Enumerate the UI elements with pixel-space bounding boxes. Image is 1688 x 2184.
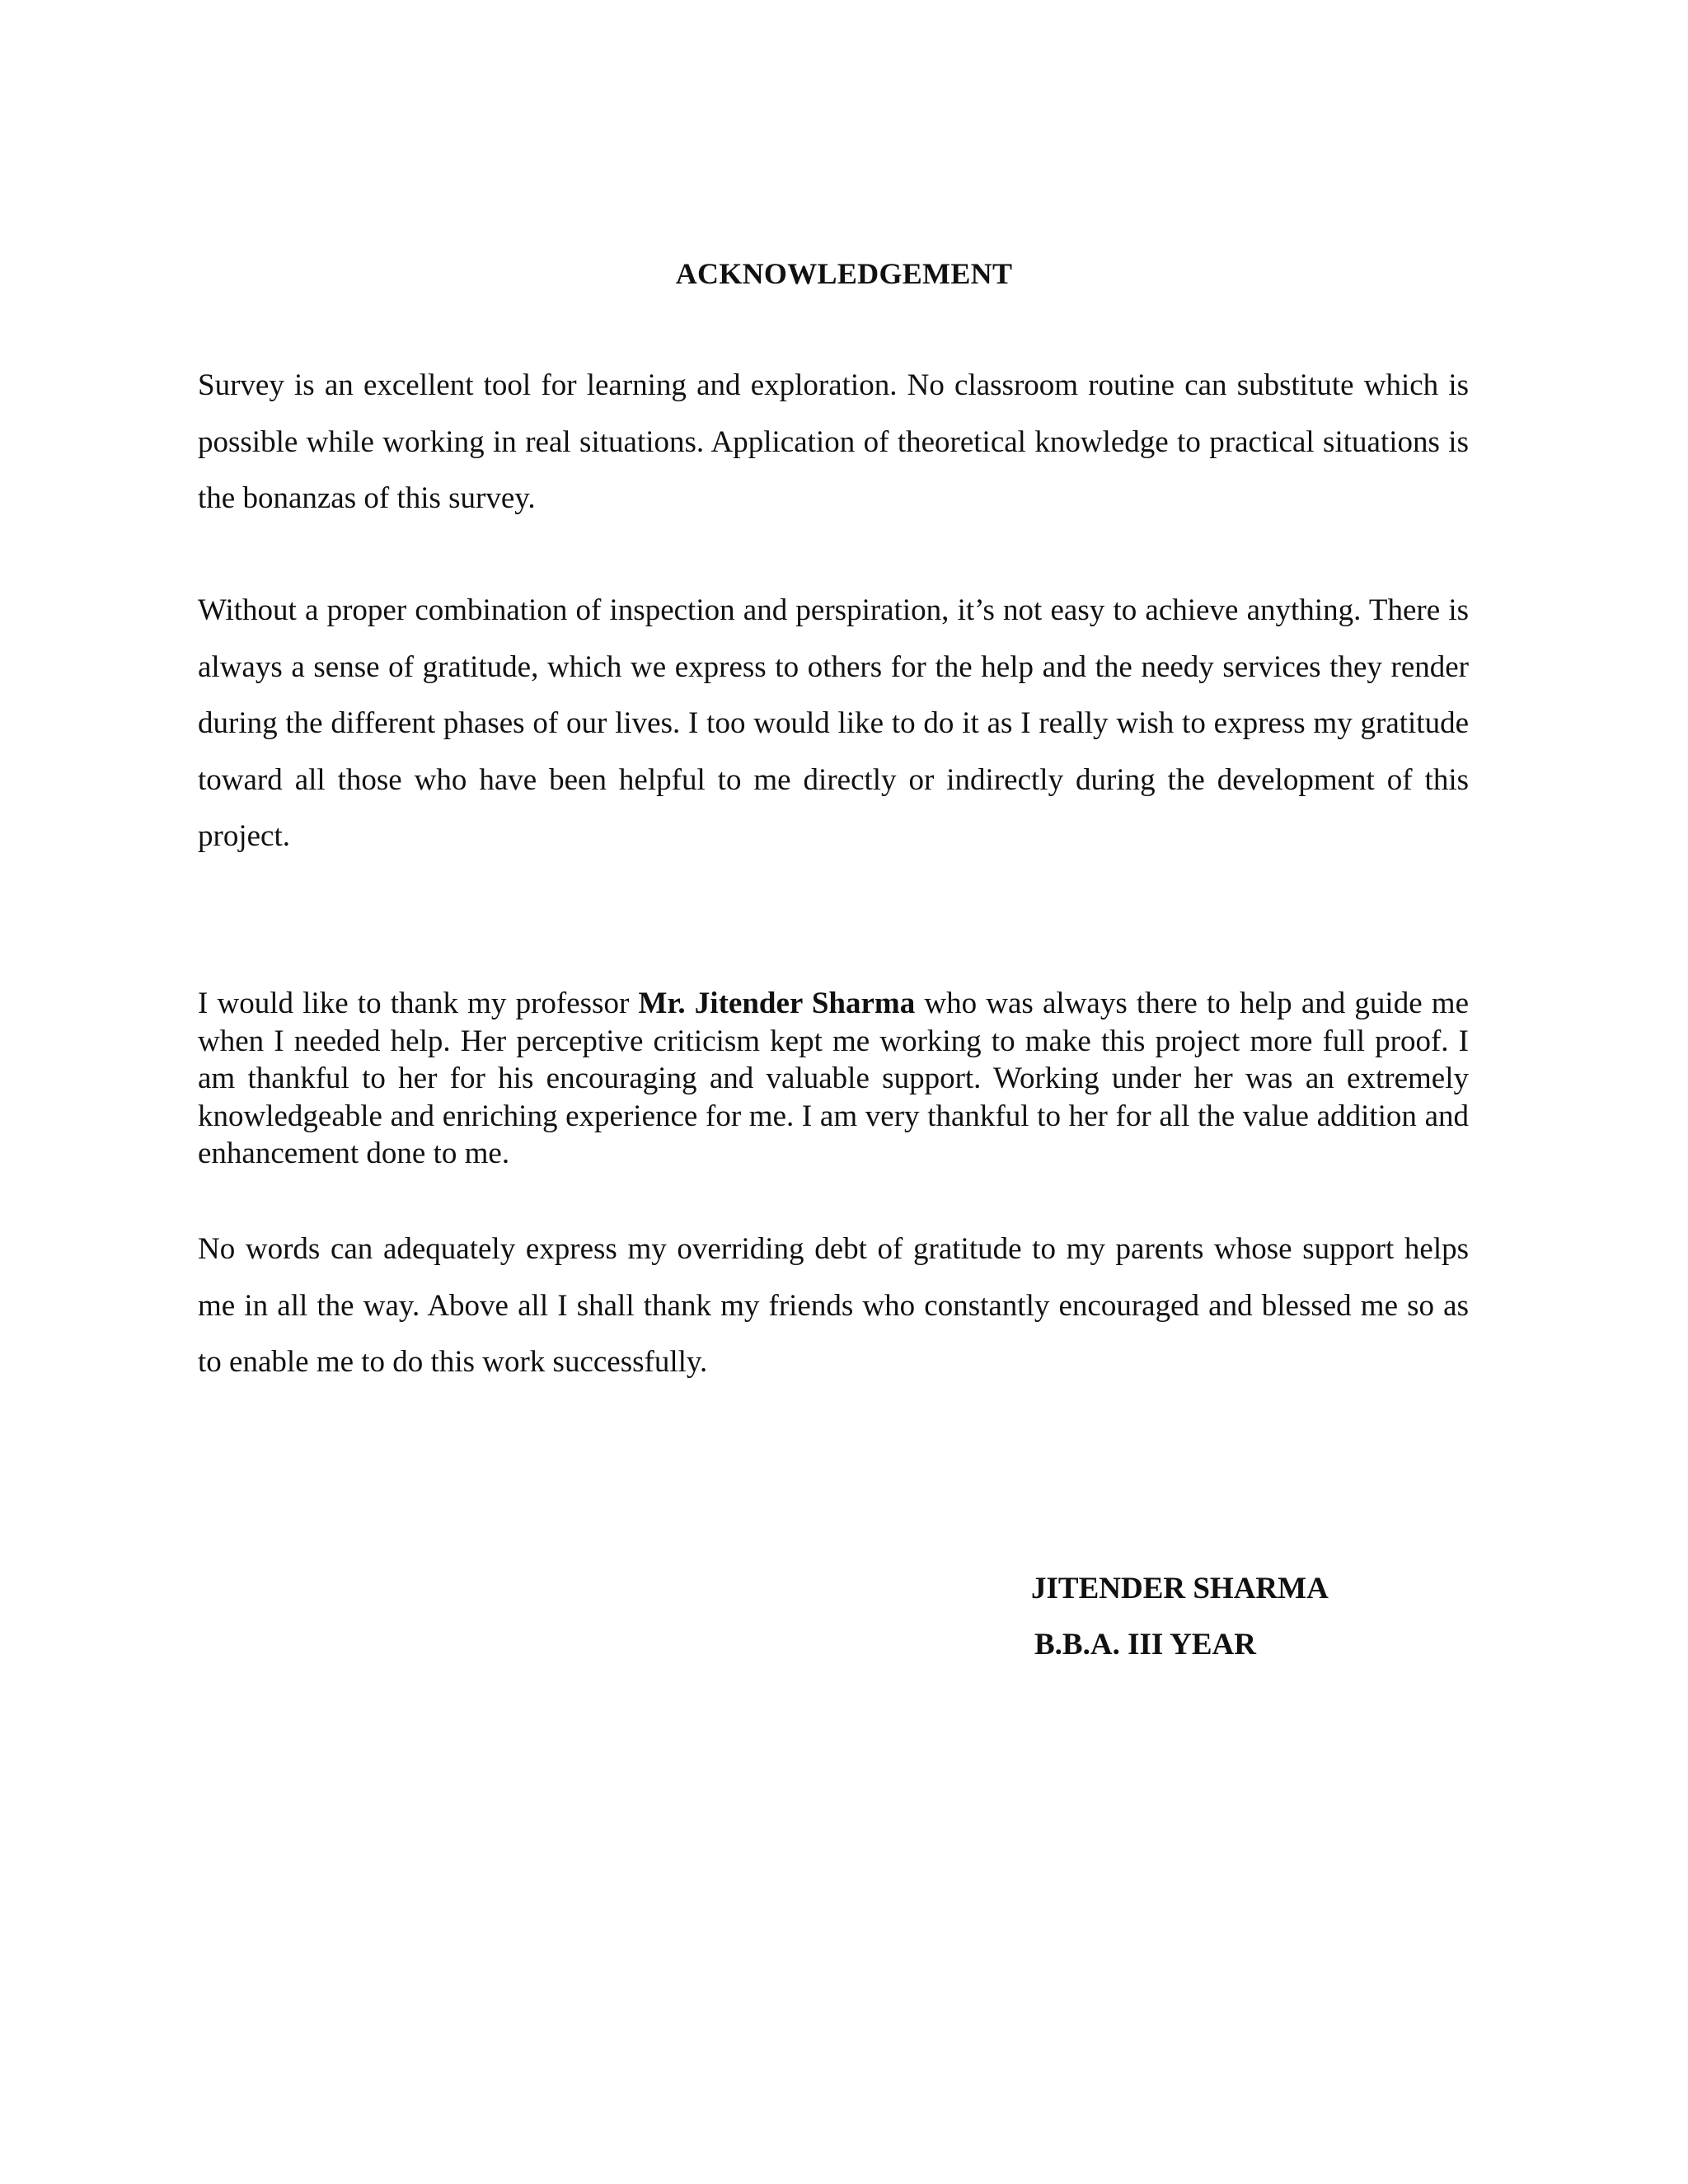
paragraph-professor-thanks-lead: I would like to thank my professor <box>198 987 639 1020</box>
signature-name: JITENDER SHARMA <box>1031 1572 1329 1605</box>
paragraph-professor-thanks <box>198 985 1469 1173</box>
paragraph-intro: Survey is an excellent tool for learning and exploration. No classroom routine can substitute which is possible while working in real situations. Application of theoretical knowledge to practical situations is the bonanzas of this survey. <box>198 368 1469 515</box>
professor-name: Mr. Jitender Sharma <box>638 987 916 1020</box>
paragraph-gratitude: Without a proper combination of inspection and perspiration, it’s not easy to achieve anything. There is always a sense of gratitude, which we express to others for the help and the needy services they render during the different phases of our lives. I too would like to do it as I really wish to express my gratitude toward all those who have been helpful to me directly or indirectly during the development of this project. <box>198 593 1469 853</box>
paragraph-parents-friends: No words can adequately express my overriding debt of gratitude to my parents whose support helps me in all the way. Above all I shall thank my friends who constantly encouraged and blessed me so as to enable me to do this work successfully. <box>198 1232 1469 1379</box>
signature-class: B.B.A. III YEAR <box>1034 1628 1256 1661</box>
paragraph-professor-thanks-rest: who was always there to help and guide me when I needed help. Her perceptive criticism kept me working to make this project more full proof. I am thankful to her for his encouraging and valuable support. Working under her was an extremely knowledgeable and enriching experience for me. I am very thankful to her for all the value addition and enhancement done to me. <box>198 987 1470 1170</box>
page-title: ACKNOWLEDGEMENT <box>675 257 1013 290</box>
